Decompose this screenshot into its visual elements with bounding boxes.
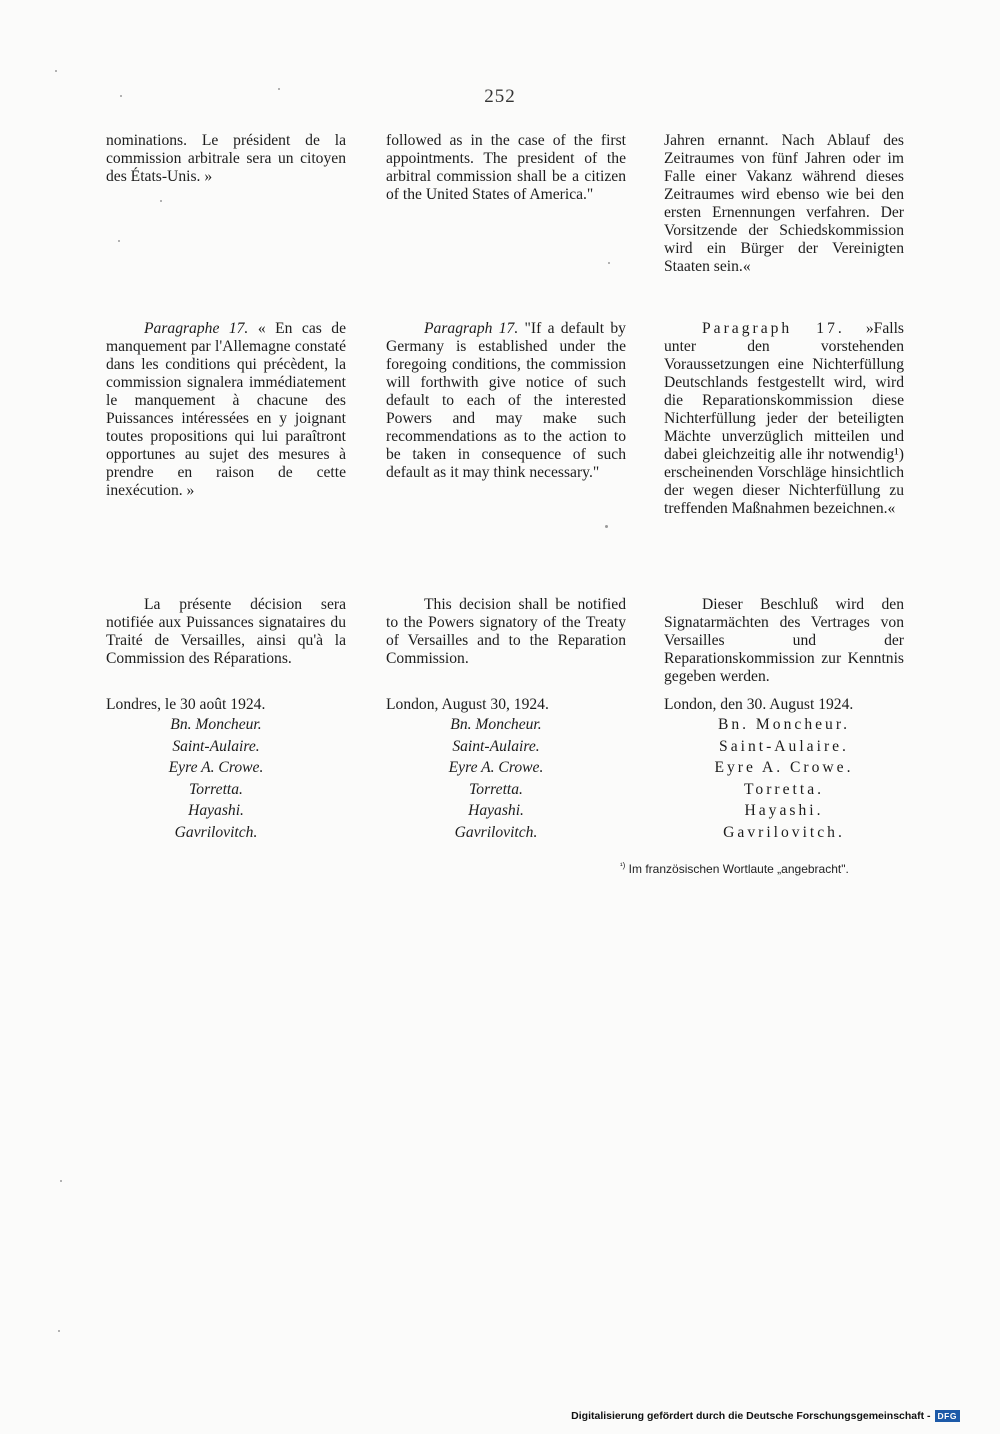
signature: Gavrilovitch. [454, 823, 538, 841]
signature: Eyre A. Crowe. [168, 759, 264, 776]
english-continuation: followed as in the case of the first appointments. The president of the arbitral commission shall be a citizen of the United States of America." [386, 132, 626, 203]
signature: Bn. Moncheur. [450, 716, 542, 733]
german-notification: Dieser Beschluß wird den Signatarmächten des Vertrages von Versailles und der Reparationskommission zur Kenntnis gegeben werden. [664, 596, 904, 685]
signature: Hayashi. [468, 802, 524, 819]
page-number: 252 [484, 86, 516, 107]
signature: Hayashi. [744, 802, 824, 819]
german-signature-block [664, 696, 904, 843]
signature: Eyre A. Crowe. [714, 759, 854, 776]
scan-speck [58, 1330, 60, 1332]
signature: Torretta. [469, 780, 523, 798]
english-paragraph-17 [386, 320, 626, 482]
signature: Saint-Aulaire. [172, 737, 260, 755]
french-signature-block [106, 696, 346, 843]
signature: Bn. Moncheur. [170, 716, 262, 733]
digitization-credit [571, 1410, 960, 1422]
english-signature-block [386, 696, 626, 843]
french-date-line: Londres, le 30 août 1924. [106, 696, 266, 713]
german-paragraph-17 [664, 320, 904, 518]
french-continuation: nominations. Le président de la commission arbitrale sera un citoyen des États-Unis. » [106, 132, 346, 185]
scan-speck [160, 200, 162, 202]
french-paragraph-17 [106, 320, 346, 500]
german-signatures [664, 714, 904, 843]
signature: Torretta. [189, 780, 243, 798]
footnote-marker: ¹) [620, 861, 626, 870]
credit-text: Digitalisierung gefördert durch die Deutsche Forschungsgemeinschaft - [571, 1410, 931, 1422]
scan-speck [60, 1180, 62, 1182]
signature: Gavrilovitch. [723, 823, 845, 841]
signature: Hayashi. [188, 802, 244, 819]
footnote [620, 858, 910, 877]
english-paragraph-body: "If a default by Germany is established under the foregoing conditions, the commission will forthwith give notice of such default to each of the interested Powers and may make such recommendations as to the action to be taken in consequence of such default as it may think necessary." [386, 320, 626, 481]
scan-speck [608, 262, 610, 264]
english-notification: This decision shall be notified to the Powers signatory of the Treaty of Versailles and to the Reparation Commission. [386, 596, 626, 667]
scan-speck [55, 70, 57, 72]
german-paragraph-body: »Falls unter den vorstehenden Voraussetzungen eine Nichterfüllung Deutschlands festgestellt wird, wird die Reparationskommission diese Nichterfüllung jeder der beteiligten Mächte unverzüglich mitteilen und dabei gleichzeitig alle ihr notwendig¹) erscheinenden Vorschläge hinsichtlich der wegen dieser Nichterfüllung zu treffenden Maßnahmen bezeichnen.« [664, 320, 904, 517]
signature: Bn. Moncheur. [717, 716, 851, 733]
french-signatures [106, 714, 326, 843]
english-paragraph-lead: Paragraph 17. [424, 320, 519, 337]
german-continuation: Jahren ernannt. Nach Ablauf des Zeitraumes von fünf Jahren oder im Falle einer Vakanz während dieses Zeitraumes wird ebenso wie bei den ersten Ernennungen verfahren. Der Vorsitzende der Schiedskommission wird ein Bürger der Vereinigten Staaten sein.« [664, 132, 904, 275]
signature: Saint-Aulaire. [452, 737, 540, 755]
scan-speck [118, 240, 120, 242]
signature: Eyre A. Crowe. [448, 759, 544, 776]
signature: Saint-Aulaire. [719, 737, 849, 755]
scan-speck [278, 88, 280, 90]
english-signatures [386, 714, 606, 843]
french-notification: La présente décision sera notifiée aux Puissances signataires du Traité de Versailles, ainsi qu'à la Commission des Réparations. [106, 596, 346, 667]
dfg-logo-icon: DFG [935, 1410, 960, 1422]
german-date-line: London, den 30. August 1924. [664, 696, 854, 713]
german-paragraph-lead: Paragraph 17. [702, 320, 845, 337]
footnote-text: Im französischen Wortlaute „angebracht". [628, 862, 849, 876]
french-paragraph-lead: Paragraphe 17. [144, 320, 249, 337]
signature: Torretta. [743, 780, 825, 798]
french-paragraph-body: « En cas de manquement par l'Allemagne constaté dans les conditions qui précèdent, la commission signalera immédiatement le manquement à chacune des Puissances intéressées en y joignant toutes propositions qui lui paraîtront opportunes au sujet des mesures à prendre en raison de cette inexécution. » [106, 320, 346, 499]
signature: Gavrilovitch. [174, 823, 258, 841]
english-date-line: London, August 30, 1924. [386, 696, 549, 713]
scan-speck [605, 525, 608, 528]
scan-speck [120, 95, 122, 97]
